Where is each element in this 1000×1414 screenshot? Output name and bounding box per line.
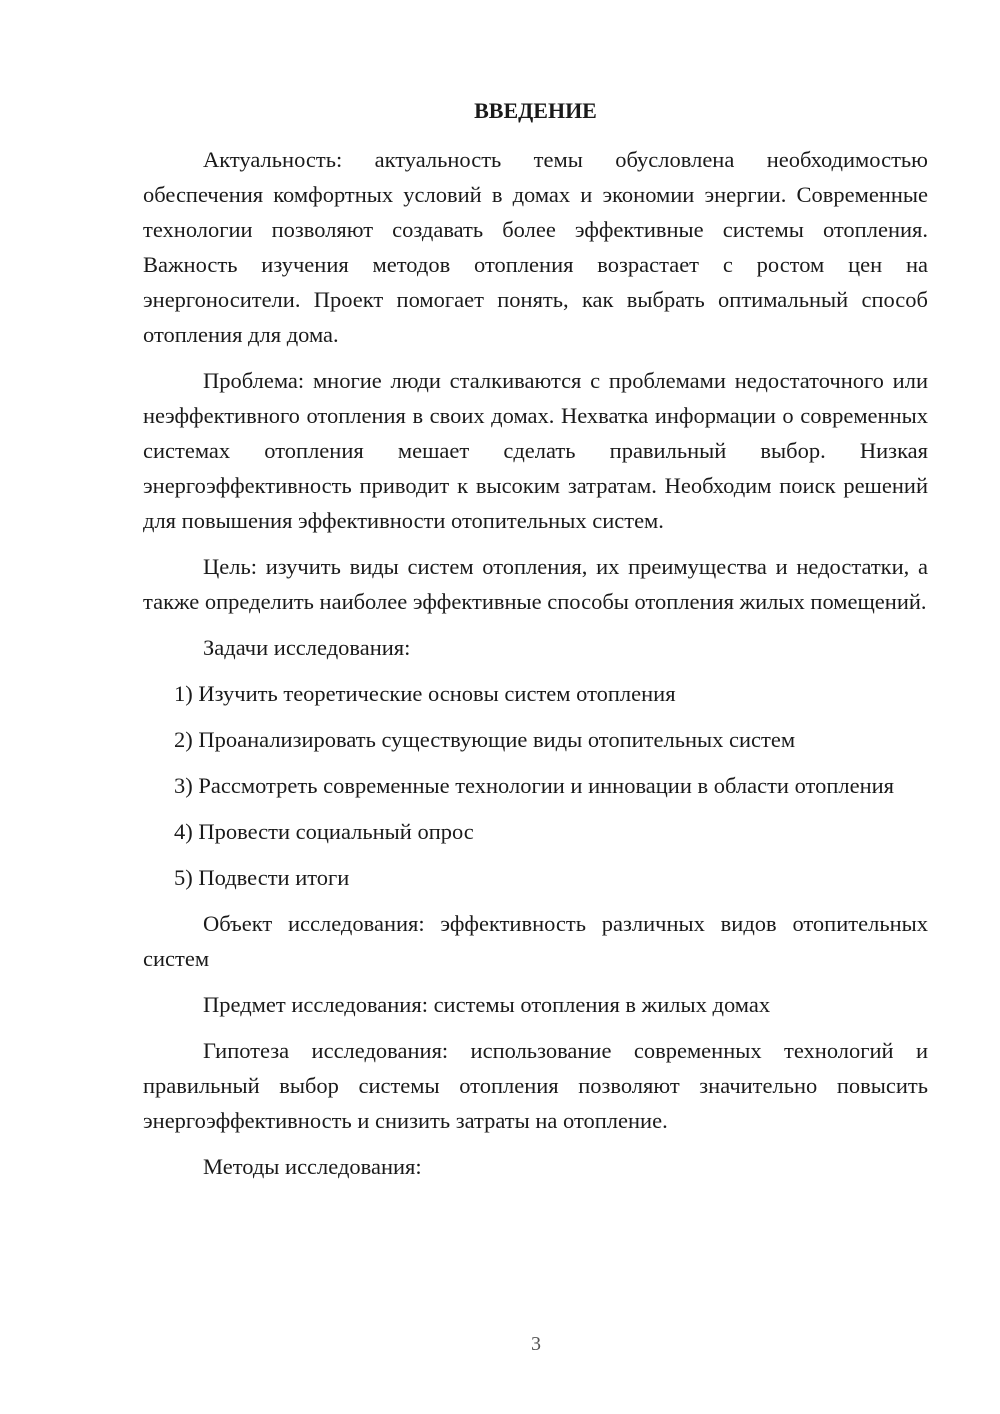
paragraph-goal: Цель: изучить виды систем отопления, их преимущества и недостатки, а также определить наиболее эффективные способы отопления жилых помещений. xyxy=(143,554,928,614)
paragraph-hypothesis: Гипотеза исследования: использование современных технологий и правильный выбор системы отопления позволяют значительно повысить энергоэффективность и снизить затраты на отопление. xyxy=(143,1038,928,1133)
paragraph-problem: Проблема: многие люди сталкиваются с проблемами недостаточного или неэффективного отопления в своих домах. Нехватка информации о современных системах отопления мешает сделать правильный выбор. Низкая энергоэффективность приводит к высоким затратам. Необходим поиск решений для повышения эффективности отопительных систем. xyxy=(143,368,928,533)
paragraph-object: Объект исследования: эффективность различных видов отопительных систем xyxy=(143,911,928,971)
document-body xyxy=(143,96,928,1195)
page-number: 3 xyxy=(531,1333,541,1355)
task-item: 2) Проанализировать существующие виды отопительных систем xyxy=(174,727,796,752)
task-item: 5) Подвести итоги xyxy=(174,865,350,890)
paragraph-relevance: Актуальность: актуальность темы обусловлена необходимостью обеспечения комфортных условий в домах и экономии энергии. Современные технологии позволяют создавать более эффективные системы отопления. Важность изучения методов отопления возрастает с ростом цен на энергоносители. Проект помогает понять, как выбрать оптимальный способ отопления для дома. xyxy=(143,147,928,347)
page-title: ВВЕДЕНИЕ xyxy=(474,98,597,123)
paragraph-methods: Методы исследования: xyxy=(203,1154,422,1179)
task-item: 1) Изучить теоретические основы систем отопления xyxy=(174,681,676,706)
paragraph-subject: Предмет исследования: системы отопления в жилых домах xyxy=(203,992,771,1017)
task-item: 4) Провести социальный опрос xyxy=(174,819,474,844)
task-item: 3) Рассмотреть современные технологии и инновации в области отопления xyxy=(174,773,895,798)
paragraph-tasks-heading: Задачи исследования: xyxy=(203,635,411,660)
